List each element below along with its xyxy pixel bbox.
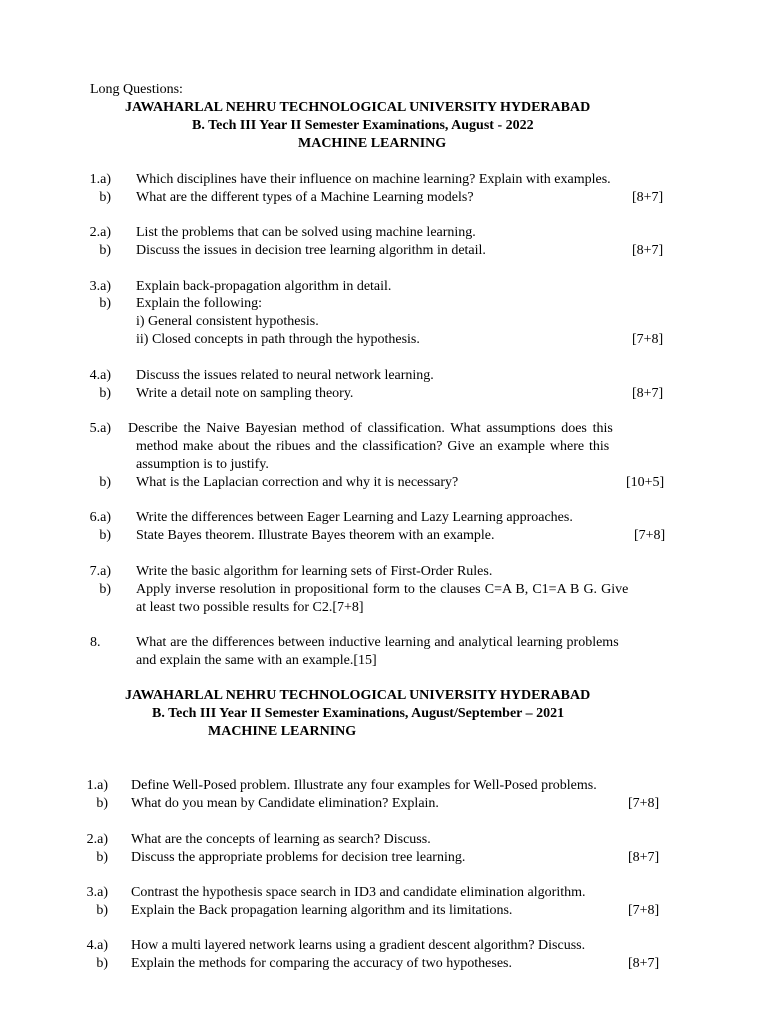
subject-title: MACHINE LEARNING <box>298 136 447 151</box>
question-number: 3.a) <box>89 279 111 294</box>
question-text: Write the differences between Eager Learning and Lazy Learning approaches. <box>136 510 573 525</box>
question-text: What are the concepts of learning as search? Discuss. <box>131 832 431 847</box>
marks: [8+7] <box>632 190 664 205</box>
question-text: Explain the Back propagation learning algorithm and its limitations. <box>131 903 513 918</box>
question-number: 2.a) <box>86 832 108 847</box>
question-text: Discuss the issues related to neural network learning. <box>136 368 434 383</box>
question-text: Contrast the hypothesis space search in ID3 and candidate elimination algorithm. <box>131 885 586 900</box>
question-number: 5.a) <box>89 421 111 436</box>
question-text: How a multi layered network learns using a gradient descent algorithm? Discuss. <box>131 938 586 953</box>
marks: [8+7] <box>628 956 660 971</box>
marks: [7+8] <box>628 903 660 918</box>
question-text: State Bayes theorem. Illustrate Bayes theorem with an example. <box>136 528 495 543</box>
question-number: b) <box>96 796 108 811</box>
question-number: b) <box>99 243 111 258</box>
question-number: 1.a) <box>86 778 108 793</box>
question-number: b) <box>99 475 111 490</box>
question-number: 8. <box>90 635 101 650</box>
question-number: b) <box>99 582 111 597</box>
question-text: Discuss the appropriate problems for decision tree learning. <box>131 850 466 865</box>
exam-title: B. Tech III Year II Semester Examinations, August - 2022 <box>192 118 534 133</box>
question-number: 1.a) <box>89 172 111 187</box>
question-text: at least two possible results for C2.[7+8] <box>136 600 364 615</box>
question-text: Write a detail note on sampling theory. <box>136 386 354 401</box>
question-text: What is the Laplacian correction and why it is necessary? <box>136 475 459 490</box>
question-number: b) <box>96 956 108 971</box>
section-intro: Long Questions: <box>90 82 183 97</box>
question-text: Explain the following: <box>136 296 262 311</box>
question-number: b) <box>96 850 108 865</box>
question-text: method make about the ribues and the classification? Give an example where this <box>136 439 610 454</box>
question-text: What are the differences between inductive learning and analytical learning problems <box>136 635 619 650</box>
question-text: and explain the same with an example.[15] <box>136 653 377 668</box>
question-number: b) <box>99 296 111 311</box>
marks: [7+8] <box>628 796 660 811</box>
question-number: 2.a) <box>89 225 111 240</box>
question-text: Explain the methods for comparing the accuracy of two hypotheses. <box>131 956 512 971</box>
question-subitem: ii) Closed concepts in path through the hypothesis. <box>136 332 420 347</box>
question-number: b) <box>99 528 111 543</box>
marks: [8+7] <box>632 243 664 258</box>
question-text: Define Well-Posed problem. Illustrate any four examples for Well-Posed problems. <box>131 778 597 793</box>
marks: [8+7] <box>632 386 664 401</box>
marks: [8+7] <box>628 850 660 865</box>
question-text: Which disciplines have their influence on machine learning? Explain with examples. <box>136 172 611 187</box>
question-subitem: i) General consistent hypothesis. <box>136 314 319 329</box>
question-text: assumption is to justify. <box>136 457 269 472</box>
question-number: b) <box>96 903 108 918</box>
question-text: List the problems that can be solved using machine learning. <box>136 225 476 240</box>
question-text: Describe the Naive Bayesian method of classification. What assumptions does this <box>128 421 613 436</box>
subject-title: MACHINE LEARNING <box>208 724 357 739</box>
question-number: 4.a) <box>89 368 111 383</box>
question-number: 3.a) <box>86 885 108 900</box>
marks: [10+5] <box>626 475 665 490</box>
question-text: Write the basic algorithm for learning sets of First-Order Rules. <box>136 564 493 579</box>
question-text: What do you mean by Candidate elimination? Explain. <box>131 796 439 811</box>
question-text: Explain back-propagation algorithm in detail. <box>136 279 392 294</box>
marks: [7+8] <box>634 528 666 543</box>
university-title: JAWAHARLAL NEHRU TECHNOLOGICAL UNIVERSITY HYDERABAD <box>125 688 591 703</box>
question-number: 7.a) <box>89 564 111 579</box>
question-number: 6.a) <box>89 510 111 525</box>
university-title: JAWAHARLAL NEHRU TECHNOLOGICAL UNIVERSITY HYDERABAD <box>125 100 591 115</box>
question-text: Apply inverse resolution in propositional form to the clauses C=A B, C1=A B G. Give <box>136 582 629 597</box>
question-text: Discuss the issues in decision tree learning algorithm in detail. <box>136 243 486 258</box>
question-number: 4.a) <box>86 938 108 953</box>
marks: [7+8] <box>632 332 664 347</box>
question-number: b) <box>99 190 111 205</box>
question-text: What are the different types of a Machine Learning models? <box>136 190 474 205</box>
question-number: b) <box>99 386 111 401</box>
exam-title: B. Tech III Year II Semester Examinations, August/September – 2021 <box>152 706 565 721</box>
